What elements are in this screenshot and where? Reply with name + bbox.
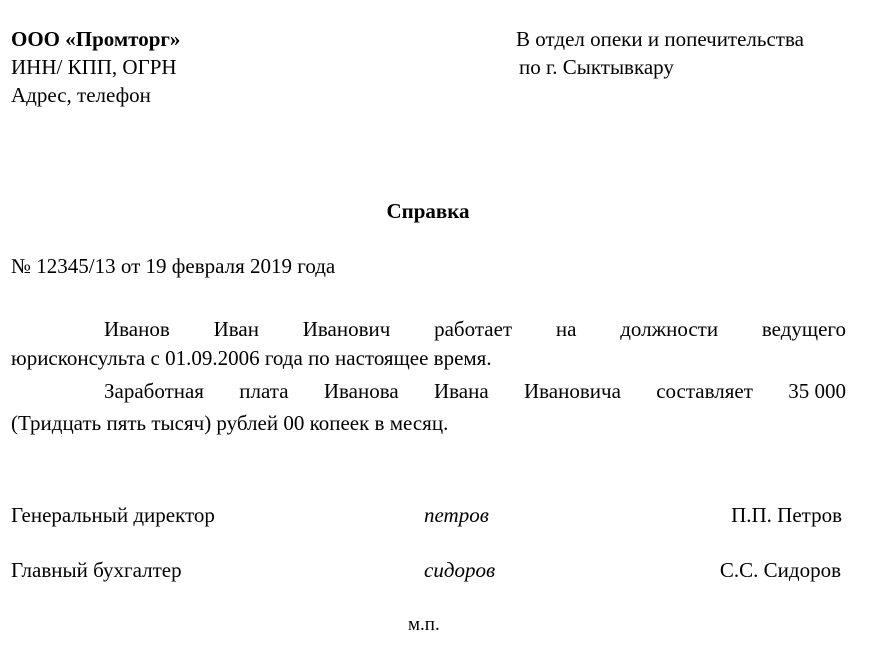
stamp-place-mark: м.п. (408, 614, 440, 635)
organization-ids: ИНН/ КПП, ОГРН (11, 55, 177, 79)
document-number-date: № 12345/13 от 19 февраля 2019 года (11, 254, 336, 278)
signature-accountant: сидоров (424, 558, 496, 582)
organization-name: ООО «Промторг» (11, 27, 181, 51)
recipient-line-1: В отдел опеки и попечительства (516, 27, 804, 51)
signatory-role-accountant: Главный бухгалтер (11, 558, 182, 582)
word: на (555, 317, 577, 341)
signatory-name-accountant: С.С. Сидоров (719, 558, 841, 582)
word: Иванович (302, 317, 391, 341)
paragraph-1-line-1 (104, 319, 846, 340)
word: ведущего (761, 317, 846, 341)
signatory-role-director: Генеральный директор (11, 503, 215, 527)
word: Заработная (104, 379, 204, 403)
word: Ивановича (523, 379, 621, 403)
paragraph-2-line-2: (Тридцать пять тысяч) рублей 00 копеек в месяц. (11, 411, 449, 435)
word: составляет (656, 379, 753, 403)
word: Ивана (433, 379, 489, 403)
signature-director: петров (424, 503, 489, 527)
recipient-line-2: по г. Сыктывкару (519, 55, 674, 79)
word: должности (620, 317, 719, 341)
word: Иван (213, 317, 259, 341)
word: плата (239, 379, 289, 403)
paragraph-2-line-1 (104, 381, 846, 402)
organization-address: Адрес, телефон (11, 83, 151, 107)
word: работает (434, 317, 513, 341)
word: 35 000 (788, 379, 846, 403)
word: Иванова (323, 379, 399, 403)
paragraph-1-line-2: юрисконсульта с 01.09.2006 года по настоящее время. (11, 346, 492, 370)
signatory-name-director: П.П. Петров (731, 503, 842, 527)
word: Иванов (104, 317, 170, 341)
document-title: Справка (386, 199, 470, 223)
